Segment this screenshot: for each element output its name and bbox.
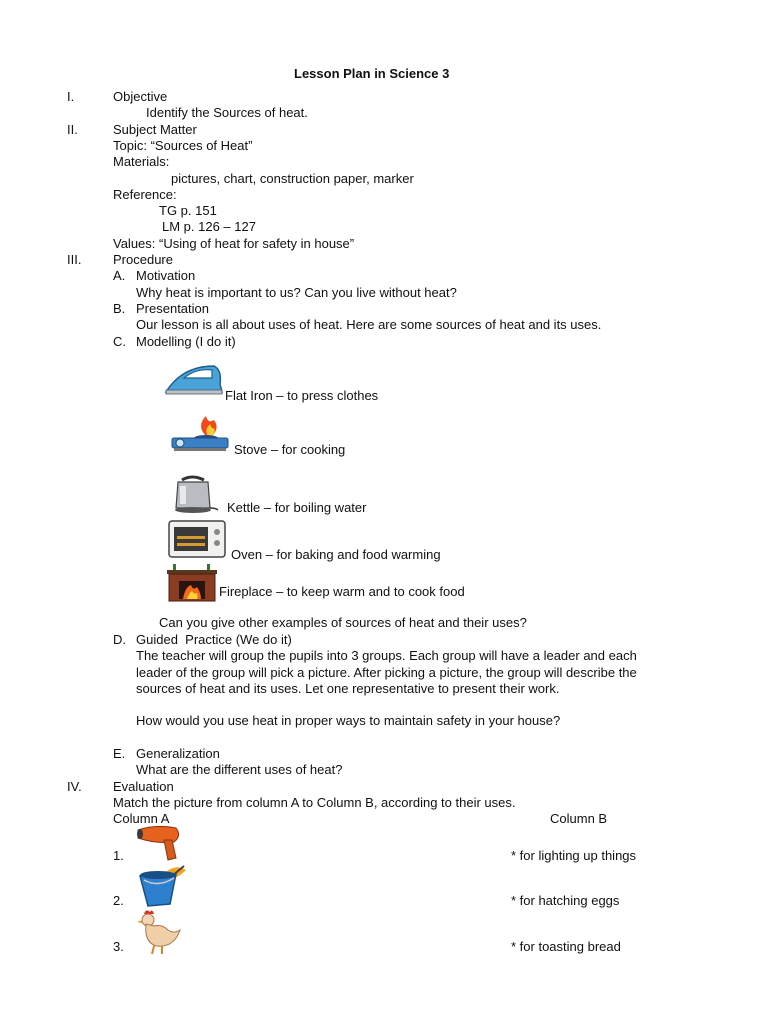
modelling-letter: C. bbox=[113, 334, 126, 349]
fireplace-icon bbox=[165, 563, 219, 603]
hair-dryer-icon bbox=[136, 824, 184, 862]
modelling-heading: Modelling (I do it) bbox=[136, 334, 236, 349]
motivation-letter: A. bbox=[113, 268, 126, 283]
page-title: Lesson Plan in Science 3 bbox=[294, 66, 450, 81]
guided-practice-line-2: leader of the group will pick a picture. After picking a picture, the group will describe the bbox=[136, 665, 637, 680]
objective-heading: Objective bbox=[113, 89, 168, 104]
modelling-question: Can you give other examples of sources of heat and their uses? bbox=[159, 615, 527, 630]
topic-line: Topic: “Sources of Heat” bbox=[113, 138, 253, 153]
reference-label: Reference: bbox=[113, 187, 177, 202]
motivation-text: Why heat is important to us? Can you live without heat? bbox=[136, 285, 457, 300]
subject-matter-heading: Subject Matter bbox=[113, 122, 197, 137]
evaluation-row-1-number: 1. bbox=[113, 848, 124, 863]
column-a-header: Column A bbox=[113, 811, 170, 826]
procedure-heading: Procedure bbox=[113, 252, 173, 267]
guided-practice-question: How would you use heat in proper ways to maintain safety in your house? bbox=[136, 713, 561, 728]
evaluation-row-3-number: 3. bbox=[113, 939, 124, 954]
stove-label: Stove – for cooking bbox=[234, 442, 346, 457]
guided-practice-letter: D. bbox=[113, 632, 126, 647]
values-line: Values: “Using of heat for safety in house” bbox=[113, 236, 355, 251]
flat-iron-label: Flat Iron – to press clothes bbox=[225, 388, 379, 403]
guided-practice-heading: Guided Practice (We do it) bbox=[136, 632, 292, 647]
guided-practice-line-1: The teacher will group the pupils into 3 groups. Each group will have a leader and each bbox=[136, 648, 637, 663]
stove-icon bbox=[166, 414, 230, 454]
presentation-text: Our lesson is all about uses of heat. Here are some sources of heat and its uses. bbox=[136, 317, 602, 332]
evaluation-instruction: Match the picture from column A to Column B, according to their uses. bbox=[113, 795, 516, 810]
generalization-text: What are the different uses of heat? bbox=[136, 762, 343, 777]
kettle-label: Kettle – for boiling water bbox=[227, 500, 367, 515]
generalization-heading: Generalization bbox=[136, 746, 220, 761]
reference-lm: LM p. 126 – 127 bbox=[162, 219, 256, 234]
evaluation-row-3-use: * for toasting bread bbox=[511, 939, 621, 954]
generalization-letter: E. bbox=[113, 746, 126, 761]
evaluation-row-2-use: * for hatching eggs bbox=[511, 893, 620, 908]
section-numeral-3: III. bbox=[67, 252, 82, 267]
evaluation-row-2-number: 2. bbox=[113, 893, 124, 908]
hen-icon bbox=[134, 908, 184, 956]
presentation-heading: Presentation bbox=[136, 301, 209, 316]
materials-label: Materials: bbox=[113, 154, 170, 169]
objective-text: Identify the Sources of heat. bbox=[146, 105, 308, 120]
evaluation-heading: Evaluation bbox=[113, 779, 174, 794]
column-b-header: Column B bbox=[550, 811, 608, 826]
presentation-letter: B. bbox=[113, 301, 126, 316]
materials-text: pictures, chart, construction paper, marker bbox=[171, 171, 414, 186]
fireplace-label: Fireplace – to keep warm and to cook food bbox=[219, 584, 465, 599]
section-numeral-2: II. bbox=[67, 122, 78, 137]
section-numeral-4: IV. bbox=[67, 779, 82, 794]
oven-icon bbox=[166, 518, 228, 560]
reference-tg: TG p. 151 bbox=[159, 203, 217, 218]
evaluation-row-1-use: * for lighting up things bbox=[511, 848, 637, 863]
kettle-icon bbox=[168, 472, 220, 514]
flat-iron-icon bbox=[162, 360, 226, 396]
oven-label: Oven – for baking and food warming bbox=[231, 547, 441, 562]
bucket-icon bbox=[136, 864, 192, 908]
motivation-heading: Motivation bbox=[136, 268, 196, 283]
section-numeral-1: I. bbox=[67, 89, 75, 104]
guided-practice-line-3: sources of heat and its uses. Let one representative to present their work. bbox=[136, 681, 560, 696]
